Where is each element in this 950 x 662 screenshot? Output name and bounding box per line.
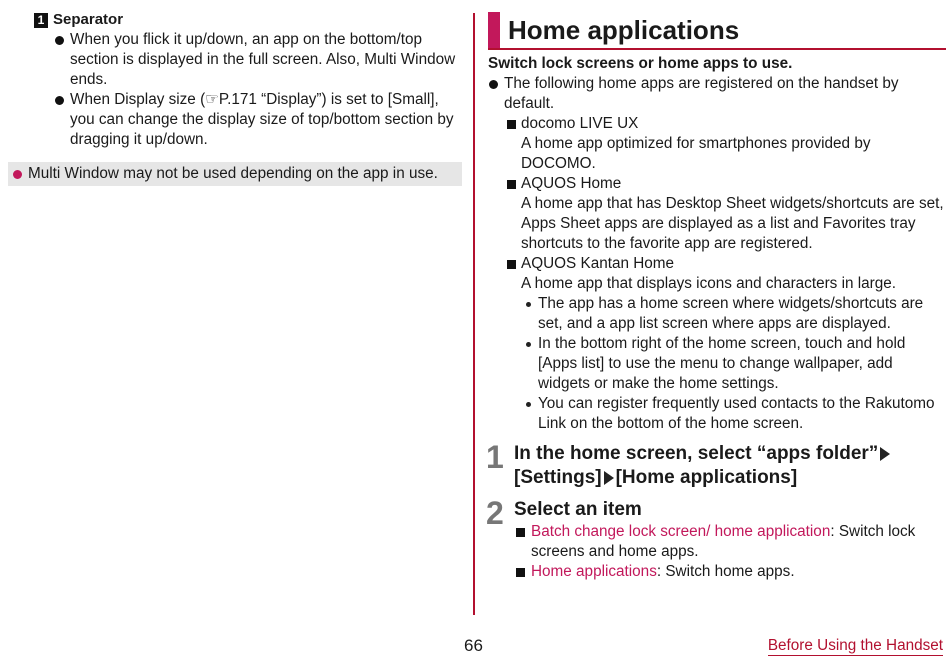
app-description: A home app that displays icons and characters in large. (521, 275, 896, 292)
option-link[interactable]: Home applications (531, 563, 657, 580)
bullet-icon (55, 36, 64, 45)
note-text: Multi Window may not be used depending on the app in use. (28, 165, 438, 182)
square-bullet-icon (507, 180, 516, 189)
square-bullet-icon (516, 528, 525, 537)
sub-bullet: In the bottom right of the home screen, touch and hold [Apps list] to use the menu to change wallpaper, add widgets or make the home settings. (488, 334, 946, 394)
bullet-item: When Display size (☞P.171 “Display”) is set to [Small], you can change the display size of top/bottom section by dragging it up/down. (8, 90, 463, 150)
arrow-right-icon (604, 471, 614, 485)
option-link[interactable]: Batch change lock screen/ home application (531, 523, 831, 540)
small-dot-icon (526, 402, 531, 407)
section-heading (34, 10, 463, 30)
app-name: docomo LIVE UX (488, 114, 946, 134)
step-text: Select an item (514, 499, 642, 520)
bullet-icon (55, 96, 64, 105)
arrow-right-icon (880, 447, 890, 461)
page-title: Home applications (508, 15, 740, 45)
app-name: AQUOS Home (488, 174, 946, 194)
step-number: 1 (486, 439, 504, 475)
step-1: 1 In the home screen, select “apps folder” [Settings] [Home applications] (488, 442, 946, 490)
title-accent-block (488, 12, 500, 48)
footer-link[interactable]: Before Using the Handset (767, 637, 943, 654)
bullet-icon (489, 80, 498, 89)
small-dot-icon (526, 342, 531, 347)
page-number: 66 (464, 636, 483, 655)
square-bullet-icon (507, 260, 516, 269)
intro-bullet: The following home apps are registered on the handset by default. (488, 74, 946, 114)
title-bar (488, 12, 946, 50)
right-column (488, 12, 946, 582)
step-number: 2 (486, 495, 504, 531)
option-item: Home applications: Switch home apps. (488, 562, 946, 582)
small-dot-icon (526, 302, 531, 307)
note-bar (8, 162, 462, 186)
column-divider (473, 13, 475, 615)
section-number: 1 (34, 13, 48, 28)
note-bullet-icon (13, 170, 22, 179)
option-item: Batch change lock screen/ home application: Switch lock screens and home apps. (488, 522, 946, 562)
step-2 (486, 495, 946, 531)
sub-bullet: You can register frequently used contacts to the Rakutomo Link on the bottom of the home screen. (488, 394, 946, 434)
square-bullet-icon (516, 568, 525, 577)
sub-bullet: The app has a home screen where widgets/shortcuts are set, and a app list screen where apps are displayed. (488, 294, 946, 334)
bullet-item: When you flick it up/down, an app on the bottom/top section is displayed in the full screen. Also, Multi Window ends. (8, 30, 463, 90)
square-bullet-icon (507, 120, 516, 129)
app-name: AQUOS Kantan Home (488, 254, 946, 274)
app-description: A home app that has Desktop Sheet widgets/shortcuts are set, Apps Sheet apps are displayed as a list and Favorites tray shortcuts to the favorite app are registered. (521, 195, 944, 252)
left-column (8, 10, 463, 186)
app-description: A home app optimized for smartphones provided by DOCOMO. (521, 135, 871, 172)
section-title: Separator (53, 11, 124, 28)
subtitle: Switch lock screens or home apps to use. (488, 55, 793, 72)
